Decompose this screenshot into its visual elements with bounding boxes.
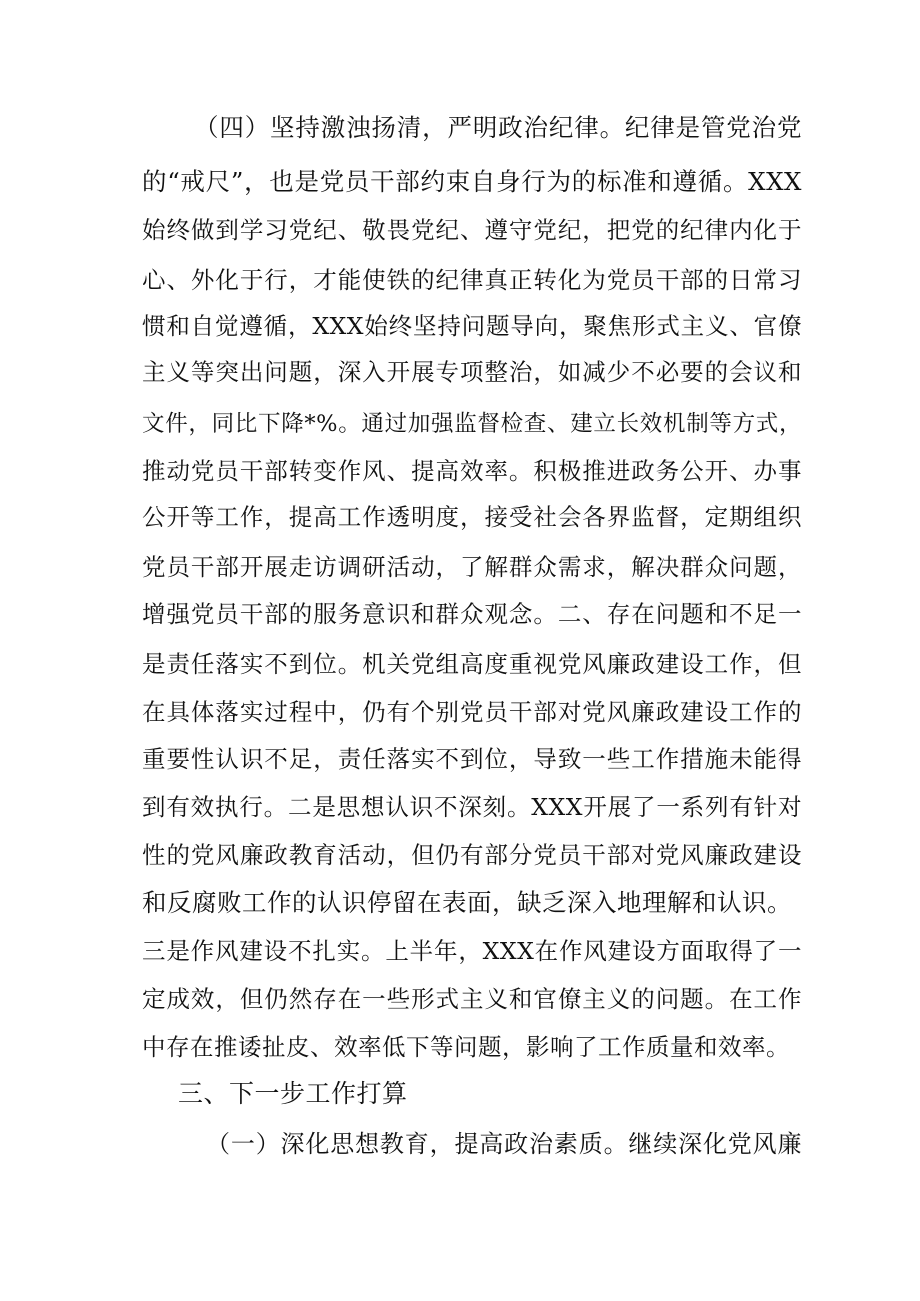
paragraph-line: 定成效，但仍然存在一些形式主义和官僚主义的问题。在工作: [142, 985, 802, 1013]
paragraph-line: 中存在推诿扯皮、效率低下等问题，影响了工作质量和效率。: [142, 1033, 790, 1061]
paragraph-line: 始终做到学习党纪、敬畏党纪、遵守党纪，把党的纪律内化于: [142, 216, 802, 244]
section-heading: 三、下一步工作打算: [178, 1079, 408, 1108]
paragraph-line: 到有效执行。二是思想认识不深刻。XXX开展了一系列有针对: [142, 793, 802, 821]
paragraph-line: 党员干部开展走访调研活动，了解群众需求，解决群众问题，: [142, 553, 802, 581]
paragraph-line: （一）深化思想教育，提高政治素质。继续深化党风廉: [206, 1130, 802, 1158]
paragraph-line: 增强党员干部的服务意识和群众观念。二、存在问题和不足一: [142, 600, 802, 628]
paragraph-line: 性的党风廉政教育活动，但仍有部分党员干部对党风廉政建设: [142, 841, 802, 869]
paragraph-line: （四）坚持激浊扬清，严明政治纪律。纪律是管党治党: [194, 113, 802, 142]
paragraph-line: 主义等突出问题，深入开展专项整治，如减少不必要的会议和: [142, 358, 802, 386]
paragraph-line: 惯和自觉遵循，XXX始终坚持问题导向，聚焦形式主义、官僚: [142, 312, 802, 340]
paragraph-line: 公开等工作，提高工作透明度，接受社会各界监督，定期组织: [142, 503, 802, 531]
paragraph-line: 和反腐败工作的认识停留在表面，缺乏深入地理解和认识。: [142, 888, 792, 917]
paragraph-line: 是责任落实不到位。机关党组高度重视党风廉政建设工作，但: [142, 650, 802, 678]
paragraph-line: 推动党员干部转变作风、提高效率。积极推进政务公开、办事: [142, 457, 802, 485]
paragraph-line: 的“戒尺”，也是党员干部约束自身行为的标准和遵循。XXX: [142, 167, 802, 196]
paragraph-line: 文件，同比下降*%。通过加强监督检查、建立长效机制等方式，: [142, 411, 802, 437]
paragraph-line: 在具体落实过程中，仍有个别党员干部对党风廉政建设工作的: [142, 698, 802, 726]
paragraph-line: 心、外化于行，才能使铁的纪律真正转化为党员干部的日常习: [142, 266, 802, 294]
paragraph-line: 重要性认识不足，责任落实不到位，导致一些工作措施未能得: [142, 745, 802, 773]
paragraph-line: 三是作风建设不扎实。上半年，XXX在作风建设方面取得了一: [142, 937, 802, 965]
